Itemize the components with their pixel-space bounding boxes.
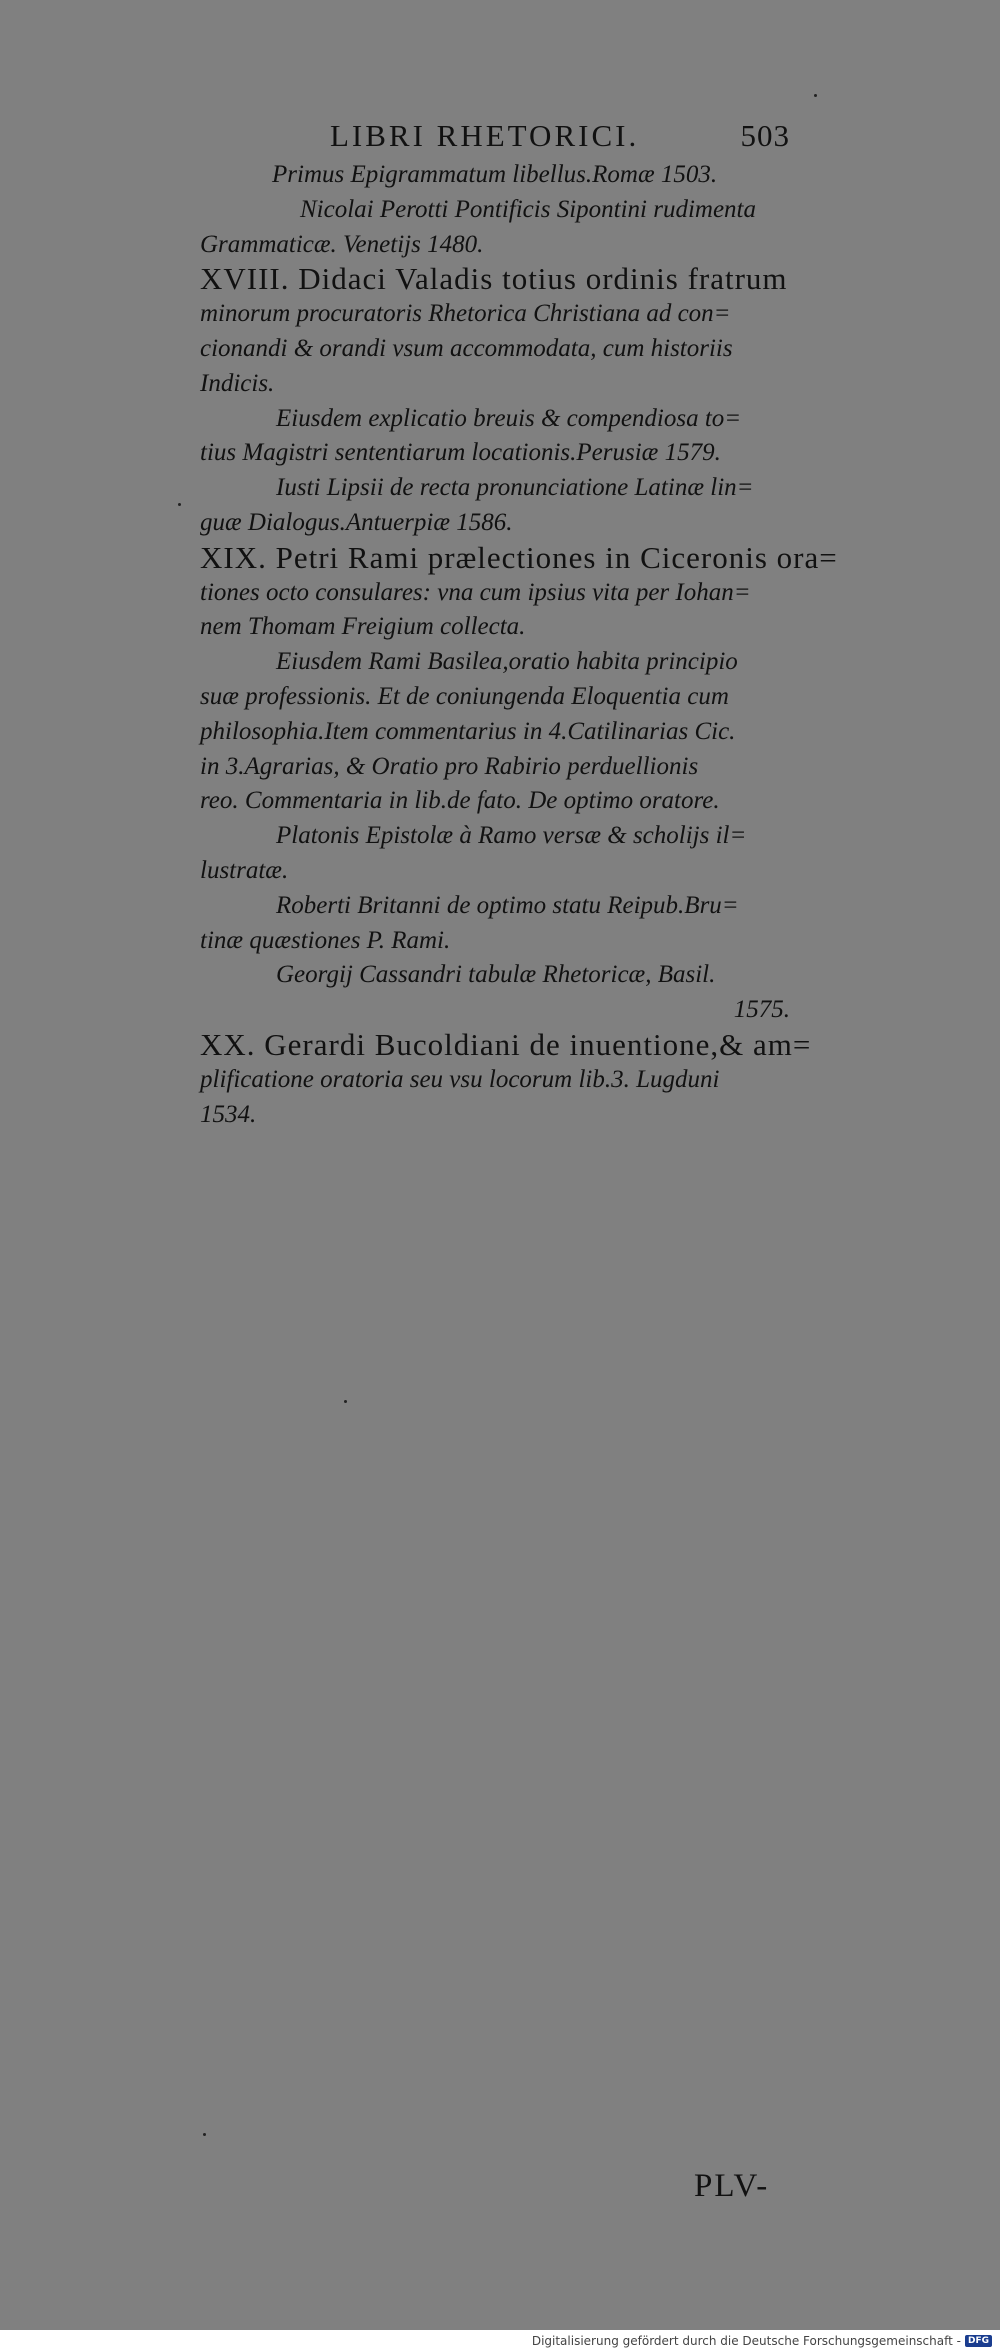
entry-heading-xx: XX. Gerardi Bucoldiani de inuentione,& am= — [200, 1026, 812, 1062]
header-title: LIBRI RHETORICI. — [330, 118, 640, 153]
text-line: nem Thomam Freigium collecta. — [200, 613, 526, 641]
running-header — [330, 118, 790, 154]
entry-heading-xix: XIX. Petri Rami prælectiones in Ciceronis ora= — [200, 539, 838, 575]
text-line: Platonis Epistolæ à Ramo versæ & scholijs il= — [276, 822, 747, 850]
text-line: Iusti Lipsii de recta pronunciatione Latinæ lin= — [276, 474, 754, 502]
paper-speck — [203, 2133, 206, 2136]
text-line: Eiusdem Rami Basilea,oratio habita principio — [276, 648, 738, 676]
text-line: 1534. — [200, 1100, 257, 1128]
text-line: Roberti Britanni de optimo statu Reipub.Bru= — [276, 891, 739, 919]
main-text — [200, 158, 838, 1132]
text-line: Eiusdem explicatio breuis & compendiosa to= — [276, 404, 742, 432]
paper-speck — [814, 94, 817, 97]
page-number: 503 — [740, 118, 790, 153]
text-line: suæ professionis. Et de coniungenda Eloquentia cum — [200, 682, 729, 710]
paper-speck — [344, 1400, 347, 1403]
text-line: minorum procuratoris Rhetorica Christiana ad con= — [200, 300, 731, 328]
text-line: 1575. — [733, 996, 790, 1024]
text-line: lustratæ. — [200, 856, 289, 884]
digitization-footer — [0, 2330, 1000, 2352]
text-line: Nicolai Perotti Pontificis Sipontini rudimenta — [300, 195, 756, 223]
text-line: tiones octo consulares: vna cum ipsius vita per Iohan= — [200, 578, 751, 606]
entry-heading-xviii: XVIII. Didaci Valadis totius ordinis fratrum — [200, 261, 788, 297]
footer-text: Digitalisierung gefördert durch die Deutsche Forschungsgemeinschaft - — [531, 2334, 961, 2348]
text-line: Grammaticæ. Venetijs 1480. — [200, 230, 484, 258]
text-line: guæ Dialogus.Antuerpiæ 1586. — [200, 508, 513, 536]
text-line: tinæ quæstiones P. Rami. — [200, 926, 451, 954]
dfg-logo-icon: DFG — [965, 2335, 992, 2347]
text-line: Primus Epigrammatum libellus.Romæ 1503. — [272, 161, 718, 188]
text-line: philosophia.Item commentarius in 4.Catilinarias Cic. — [200, 717, 736, 745]
text-line: plificatione oratoria seu vsu locorum lib.3. Lugduni — [200, 1065, 720, 1093]
paper-speck — [178, 503, 181, 506]
catchword: PLV- — [694, 2168, 770, 2204]
text-line: Indicis. — [200, 369, 275, 397]
text-line: cionandi & orandi vsum accommodata, cum historiis — [200, 334, 733, 362]
text-line: tius Magistri sententiarum locationis.Perusiæ 1579. — [200, 439, 721, 467]
text-line: Georgij Cassandri tabulæ Rhetoricæ, Basil. — [276, 961, 716, 989]
text-line: reo. Commentaria in lib.de fato. De optimo oratore. — [200, 787, 720, 815]
text-line: in 3.Agrarias, & Oratio pro Rabirio perduellionis — [200, 752, 699, 780]
